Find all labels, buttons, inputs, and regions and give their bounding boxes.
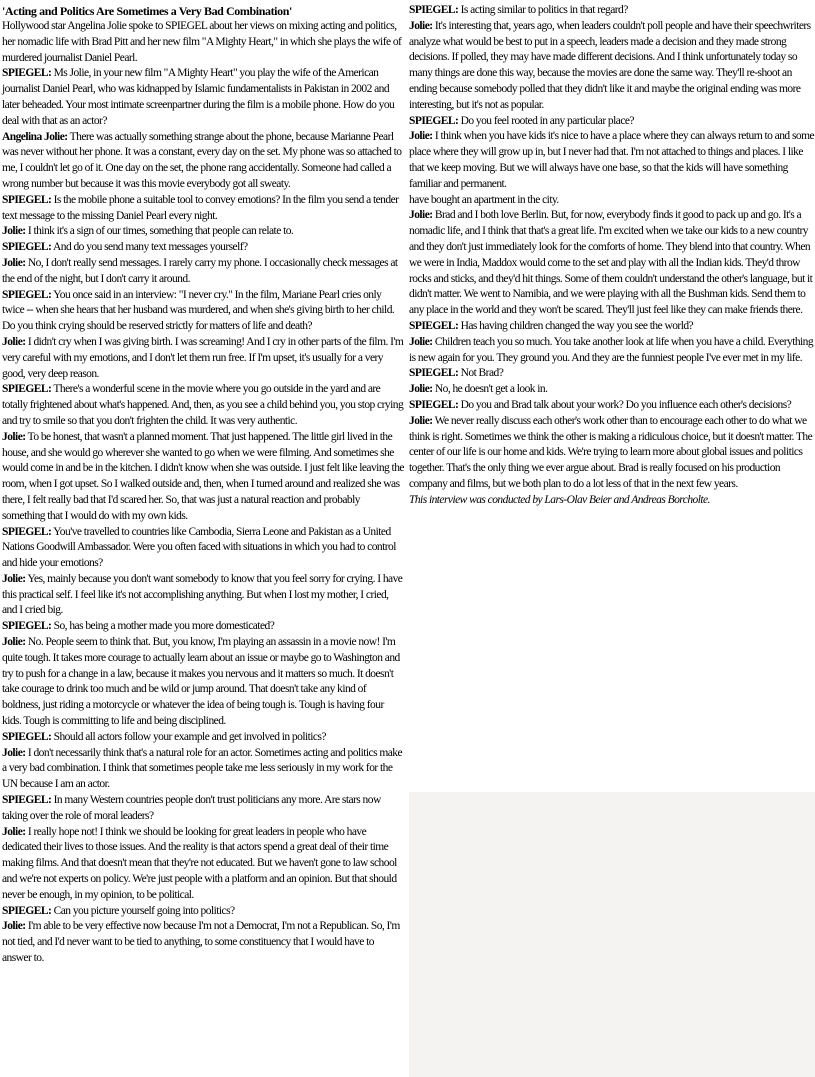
speaker-label: SPIEGEL: bbox=[2, 794, 52, 807]
interview-paragraph bbox=[409, 19, 815, 114]
interview-paragraph bbox=[2, 240, 405, 256]
left-column bbox=[0, 0, 407, 967]
speaker-label: SPIEGEL: bbox=[2, 67, 52, 80]
right-paragraphs bbox=[409, 3, 815, 493]
speaker-label: SPIEGEL: bbox=[2, 730, 52, 743]
paragraph-text: Hollywood star Angelina Jolie spoke to SPIEGEL about her views on mixing acting and politics, her nomadic life with Brad Pitt and her new film "A Mighty Heart," in which she plays the wife of murdered journalist Daniel Pearl. bbox=[2, 20, 402, 64]
speaker-label: Jolie: bbox=[2, 256, 26, 269]
interview-paragraph bbox=[2, 130, 405, 193]
speaker-label: SPIEGEL: bbox=[2, 241, 52, 254]
speaker-label: Jolie: bbox=[409, 19, 433, 32]
paragraph-text: Not Brad? bbox=[460, 367, 504, 380]
interview-paragraph bbox=[2, 288, 405, 335]
speaker-label: SPIEGEL: bbox=[2, 193, 52, 206]
paragraph-text: You've travelled to countries like Cambodia, Sierra Leone and Pakistan as a United Nations Goodwill Ambassador. Were you often faced with situations in which you had to control and hide your emotions? bbox=[2, 525, 396, 570]
speaker-label: SPIEGEL: bbox=[409, 114, 459, 127]
interview-paragraph bbox=[2, 825, 405, 904]
paragraph-text: Should all actors follow your example and get involved in politics? bbox=[53, 730, 326, 743]
interview-paragraph bbox=[409, 335, 815, 367]
speaker-label: SPIEGEL: bbox=[2, 525, 52, 538]
speaker-label: Jolie: bbox=[2, 225, 26, 238]
interview-credit: This interview was conducted by Lars-Olav Beier and Andreas Borcholte. bbox=[409, 493, 710, 506]
paragraph-text: In many Western countries people don't trust politicians any more. Are stars now taking over the role of moral leaders? bbox=[2, 794, 381, 822]
interview-paragraph bbox=[2, 66, 405, 129]
interview-paragraph bbox=[409, 382, 815, 398]
speaker-label: SPIEGEL: bbox=[409, 4, 459, 16]
paragraph-text: There was actually something strange about the phone, because Marianne Pearl was never without her phone. It was a constant, every day on the set. My phone was so attached to me, I couldn't let go of it. One day on the set, the phone rang accidentally. Someone had called a wrong number but because it was this movie everybody got all sweaty. bbox=[2, 130, 402, 190]
interview-paragraph bbox=[2, 335, 405, 382]
paragraph-text: Do you and Brad talk about your work? Do you influence each other's decisions? bbox=[460, 398, 792, 411]
paragraph-text: So, has being a mother made you more domesticated? bbox=[53, 620, 275, 633]
interview-paragraph bbox=[409, 114, 815, 130]
speaker-label: Angelina Jolie: bbox=[2, 130, 68, 143]
speaker-label: SPIEGEL: bbox=[409, 367, 459, 380]
interview-paragraph bbox=[409, 366, 815, 382]
paragraph-text: I think when you have kids it's nice to have a place where they can always return to and some place where they will grow up in, but I never had that. I'm not attached to things and places. I like that we keep moving. But we will always have one base, so that the kids will have something familiar and permanent. bbox=[409, 130, 815, 190]
interview-paragraph bbox=[2, 382, 405, 429]
interview-paragraph bbox=[409, 129, 815, 192]
speaker-label: Jolie: bbox=[2, 636, 26, 649]
interview-paragraph bbox=[2, 193, 405, 225]
speaker-label: SPIEGEL: bbox=[2, 288, 52, 301]
paragraph-text: I really hope not! I think we should be looking for great leaders in people who have dedicated their lives to those issues. And the reality is that actors spend a great deal of their time making films. And that doesn't mean that they're not educated. But we haven't gone to law school and we're not experts on policy. We're just people with a platform and an opinion. But that should never be enough, in my opinion, to be political. bbox=[2, 825, 397, 901]
paragraph-text: Do you feel rooted in any particular place? bbox=[460, 114, 634, 127]
paragraph-text: No, I don't really send messages. I rarely carry my phone. I occasionally check messages at the end of the night, but I don't carry it around. bbox=[2, 256, 398, 285]
speaker-label: Jolie: bbox=[409, 414, 433, 427]
interview-paragraph bbox=[2, 919, 405, 966]
speaker-label: SPIEGEL: bbox=[2, 383, 52, 396]
paragraph-text: It's interesting that, years ago, when leaders couldn't poll people and have their speechwriters analyze what would be best to put in a speech, leaders made a decision and they made strong decisions. If polled, they may have made different decisions. And I think unfortunately today so many things are done this way, because the movies are done the same way. They'll re-shoot an ending because somebody polled that they didn't like it and maybe the original ending was more interesting, but it's not as popular. bbox=[409, 19, 811, 111]
paragraph-text: Yes, mainly because you don't want somebody to know that you feel sorry for crying. I have this practical self. I feel like it's not accomplishing anything. But when I lost my mother, I cried, and I cried big. bbox=[2, 572, 403, 617]
paragraph-text: I'm able to be very effective now because I'm not a Democrat, I'm not a Republican. So, I'm not tied, and I'd never want to be tied to anything, to some constituency that I would have to answer to. bbox=[2, 920, 400, 965]
interview-paragraph bbox=[2, 224, 405, 240]
paragraph-text: I don't necessarily think that's a natural role for an actor. Sometimes acting and politics make a very bad combination. I think that sometimes people take me less seriously in my work for the UN because I am an actor. bbox=[2, 746, 403, 791]
paragraph-text: And do you send many text messages yourself? bbox=[53, 241, 248, 254]
interview-paragraph bbox=[2, 525, 405, 572]
speaker-label: SPIEGEL: bbox=[409, 398, 459, 411]
speaker-label: Jolie: bbox=[409, 130, 433, 143]
speaker-label: SPIEGEL: bbox=[2, 620, 52, 633]
paragraph-text: I didn't cry when I was giving birth. I was screaming! And I cry in other parts of the film. I'm very careful with my emotions, and I don't let them run free. If I'm upset, it's usually for a very good, very deep reason. bbox=[2, 335, 404, 380]
interview-paragraph bbox=[409, 319, 815, 335]
interview-paragraph bbox=[409, 398, 815, 414]
interview-paragraph bbox=[2, 430, 405, 525]
paragraph-text: To be honest, that wasn't a planned moment. That just happened. The little girl lived in the house, and she would go wherever she wanted to go when we were filming. And sometimes she would come in and be in the kitchen. I didn't know when she was outside. I just felt like leaving the room, when I got upset. So I walked outside and, then, when I turned around and realized she was there, I felt really bad that I'd scared her. So, that was just a natural reaction and probably something that I would do with my own kids. bbox=[2, 430, 404, 522]
interview-paragraph bbox=[409, 193, 815, 209]
interview-paragraph bbox=[2, 256, 405, 288]
speaker-label: Jolie: bbox=[409, 383, 433, 396]
paragraph-text: We never really discuss each other's work other than to encourage each other to do what we think is right. Sometimes we think the other is making a ridiculous choice, but it doesn't matter. The center of our life is our home and kids. We're trying to learn more about global issues and politics together. That's the only thing we ever argue about. Brad is really focused on his production company and films, but we both plan to do a lot less of that in the next few years. bbox=[409, 414, 813, 490]
interview-paragraph bbox=[2, 19, 405, 66]
speaker-label: Jolie: bbox=[2, 572, 26, 585]
speaker-label: Jolie: bbox=[2, 920, 26, 933]
interview-paragraph bbox=[2, 635, 405, 730]
right-column bbox=[409, 0, 815, 509]
interview-paragraph bbox=[2, 904, 405, 920]
interview-paragraph bbox=[2, 572, 405, 619]
paragraph-text: Brad and I both love Berlin. But, for now, everybody finds it good to pack up and go. It's a nomadic life, and I think that that's a great life. I'm excited when we take our kids to a new country and they don't just immediately look for the comforts of home. They blend into that country. When we were in India, Maddox would come to the set and play with all the Indian kids. They'd throw rocks and sticks, and they'd hit things. Some of them couldn't understand the other's language, but it didn't matter. We went to Namibia, and we were playing with all the Bushman kids. Send them to any place in the world and they won't be scared. They'll just feel like they can make friends there. bbox=[409, 209, 813, 317]
interview-paragraph bbox=[409, 3, 815, 19]
speaker-label: Jolie: bbox=[409, 209, 433, 222]
paragraph-text: Children teach you so much. You take another look at life when you have a child. Everything is new again for you. They ground you. And they are the funniest people I've ever met in my life. bbox=[409, 335, 814, 364]
speaker-label: SPIEGEL: bbox=[409, 319, 459, 332]
paragraph-text: Can you picture yourself going into politics? bbox=[53, 904, 235, 917]
article-headline: 'Acting and Politics Are Sometimes a Very Bad Combination' bbox=[2, 4, 292, 18]
interview-paragraph bbox=[2, 619, 405, 635]
paragraph-text: There's a wonderful scene in the movie where you go outside in the yard and are totally frightened about what's happened. And, then, as you see a child behind you, you stop crying and try to smile so that you don't frighten the child. It was very authentic. bbox=[2, 383, 404, 427]
paragraph-text: Has having children changed the way you see the world? bbox=[460, 319, 694, 332]
speaker-label: Jolie: bbox=[409, 335, 433, 348]
blank-panel bbox=[409, 792, 815, 1077]
left-paragraphs bbox=[2, 19, 405, 967]
interview-paragraph bbox=[2, 746, 405, 793]
interview-paragraph bbox=[2, 793, 405, 825]
interview-paragraph bbox=[2, 730, 405, 746]
interview-paragraph bbox=[409, 208, 815, 319]
paragraph-text: I think it's a sign of our times, something that people can relate to. bbox=[27, 225, 294, 238]
paragraph-text: No. People seem to think that. But, you know, I'm playing an assassin in a movie now! I'm quite tough. It takes more courage to actually learn about an issue or maybe go to Washington and try to push for a change in a law, because it makes you nervous and it matters so much. It doesn't take courage to drink too much and be wild or jump around. That doesn't take any kind of boldness, just riding a motorcycle or whatever the idea of being tough is. Tough is having four kids. Tough is committing to life and being disciplined. bbox=[2, 636, 400, 728]
paragraph-text: Ms Jolie, in your new film "A Mighty Heart" you play the wife of the American journalist Daniel Pearl, who was kidnapped by Islamic fundamentalists in Pakistan in 2002 and later beheaded. Your most intimate screenpartner during the film is a mobile phone. How do you deal with that as an actor? bbox=[2, 67, 395, 127]
speaker-label: Jolie: bbox=[2, 335, 26, 348]
interview-paragraph bbox=[409, 414, 815, 493]
paragraph-text: You once said in an interview: "I never cry." In the film, Mariane Pearl cries only twice -- when she hears that her husband was murdered, and when she's giving birth to her child. Do you think crying should be reserved strictly for matters of life and death? bbox=[2, 288, 395, 333]
speaker-label: SPIEGEL: bbox=[2, 904, 52, 917]
paragraph-text: No, he doesn't get a look in. bbox=[434, 383, 548, 396]
paragraph-text: Is acting similar to politics in that regard? bbox=[460, 4, 628, 16]
paragraph-text: Is the mobile phone a suitable tool to convey emotions? In the film you send a tender text message to the missing Daniel Pearl every night. bbox=[2, 193, 399, 222]
speaker-label: Jolie: bbox=[2, 430, 26, 443]
speaker-label: Jolie: bbox=[2, 746, 26, 759]
speaker-label: Jolie: bbox=[2, 825, 26, 838]
paragraph-text: have bought an apartment in the city. bbox=[409, 193, 559, 206]
